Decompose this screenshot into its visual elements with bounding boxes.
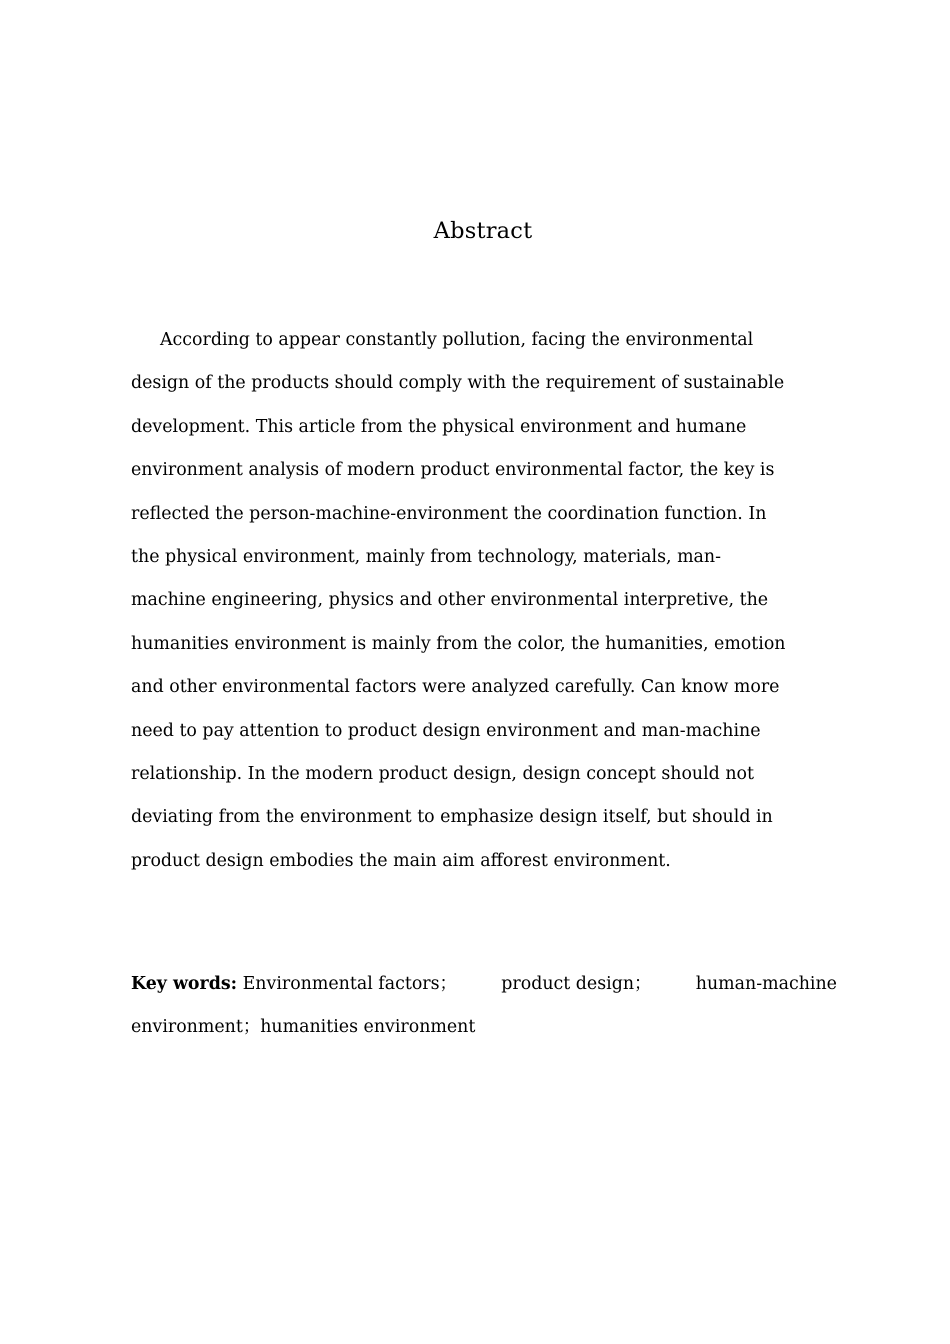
keywords-label: Key words: bbox=[131, 974, 238, 994]
abstract-line: humanities environment is mainly from the color, the humanities, emotion bbox=[131, 633, 786, 654]
abstract-line: and other environmental factors were analyzed carefully. Can know more bbox=[131, 677, 780, 698]
abstract-title: Abstract bbox=[433, 218, 533, 244]
abstract-line: product design embodies the main aim afforest environment. bbox=[131, 850, 671, 871]
abstract-line: According to appear constantly pollution, facing the environmental bbox=[160, 330, 754, 350]
abstract-line: development. This article from the physical environment and humane bbox=[131, 416, 747, 437]
abstract-body bbox=[131, 319, 837, 883]
abstract-line: need to pay attention to product design environment and man-machine bbox=[131, 720, 761, 741]
abstract-line: design of the products should comply with the requirement of sustainable bbox=[131, 373, 785, 394]
abstract-line: machine engineering, physics and other environmental interpretive, the bbox=[131, 590, 769, 611]
keyword-item: Environmental factors； bbox=[242, 974, 457, 994]
keywords-line-1 bbox=[131, 963, 837, 1006]
abstract-line: relationship. In the modern product design, design concept should not bbox=[131, 764, 755, 785]
keywords-section bbox=[131, 963, 837, 1050]
keywords-line-2: environment；humanities environment bbox=[131, 1017, 476, 1038]
abstract-line: environment analysis of modern product environmental factor, the key is bbox=[131, 460, 775, 481]
abstract-line: the physical environment, mainly from technology, materials, man- bbox=[131, 547, 721, 568]
keyword-item: product design； bbox=[501, 974, 652, 994]
abstract-line: deviating from the environment to emphasize design itself, but should in bbox=[131, 807, 773, 828]
abstract-line: reflected the person-machine-environment the coordination function. In bbox=[131, 503, 767, 524]
keyword-item: human-machine bbox=[695, 974, 837, 994]
